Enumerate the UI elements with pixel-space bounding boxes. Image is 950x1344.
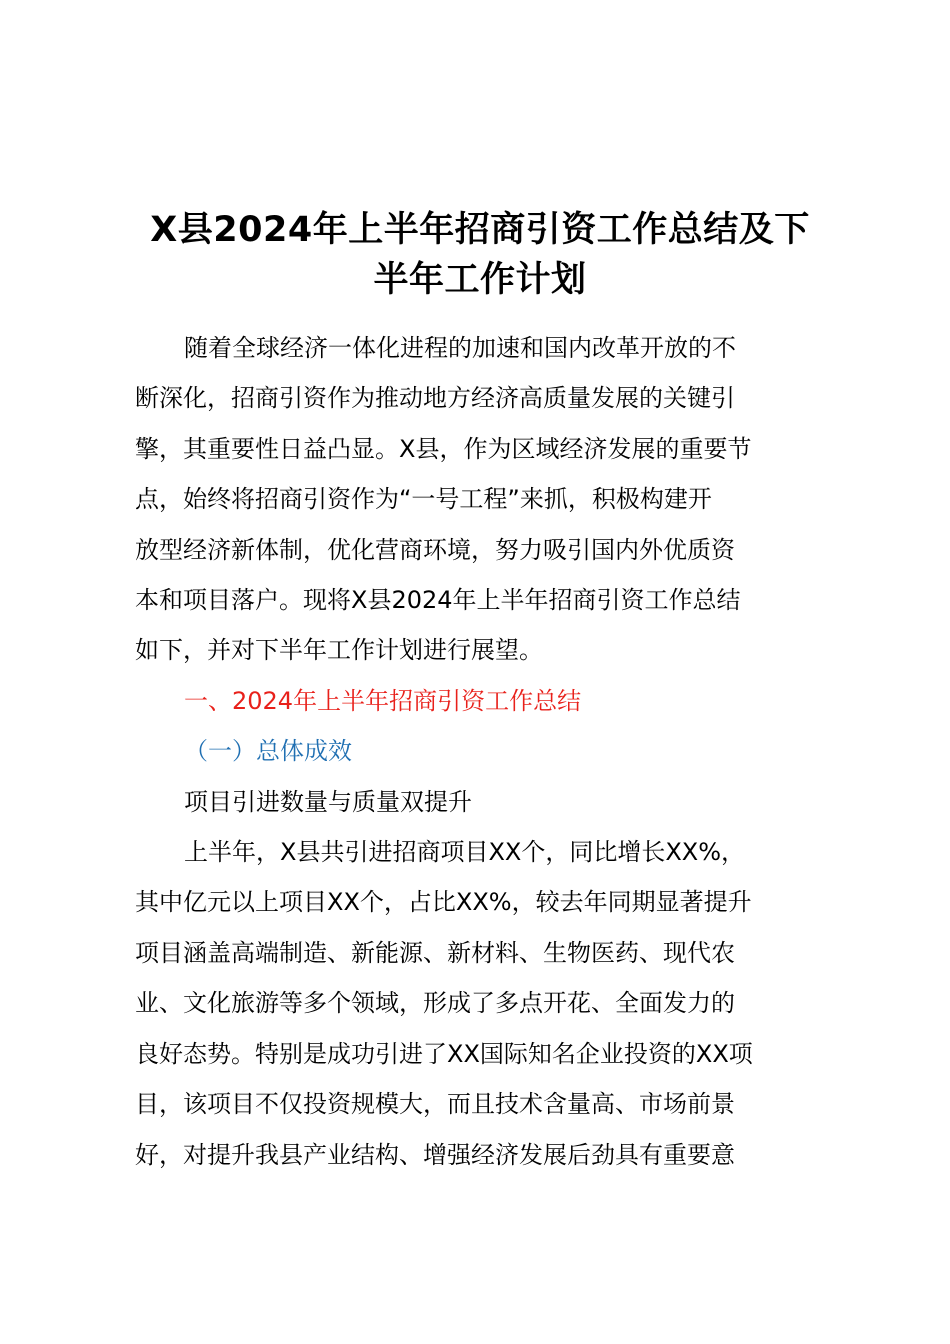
body-line: 业、文化旅游等多个领域，形成了多点开花、全面发力的 xyxy=(135,989,735,1018)
intro-paragraph xyxy=(135,323,825,676)
body-line: 好，对提升我县产业结构、增强经济发展后劲具有重要意 xyxy=(135,1140,735,1169)
intro-line: 本和项目落户。现将X县2024年上半年招商引资工作总结 xyxy=(135,586,741,615)
body-line: 其中亿元以上项目XX个，占比XX%，较去年同期显著提升 xyxy=(135,888,752,917)
intro-line: 放型经济新体制，优化营商环境，努力吸引国内外优质资 xyxy=(135,535,735,564)
body-paragraph xyxy=(135,827,825,1180)
document-body xyxy=(135,323,825,1180)
document-title xyxy=(135,205,825,305)
subheading xyxy=(135,777,825,827)
body-line: 目，该项目不仅投资规模大，而且技术含量高、市场前景 xyxy=(135,1090,735,1119)
intro-line: 擎，其重要性日益凸显。X县，作为区域经济发展的重要节 xyxy=(135,434,752,463)
section-heading-1-text: 一、2024年上半年招商引资工作总结 xyxy=(184,686,582,715)
body-line: 项目涵盖高端制造、新能源、新材料、生物医药、现代农 xyxy=(135,938,735,967)
section-heading-2 xyxy=(135,726,825,776)
title-line-1: X县2024年上半年招商引资工作总结及下 xyxy=(150,210,810,250)
title-line-2: 半年工作计划 xyxy=(373,260,587,300)
intro-line: 点，始终将招商引资作为“一号工程”来抓，积极构建开 xyxy=(135,485,712,514)
body-line: 良好态势。特别是成功引进了XX国际知名企业投资的XX项 xyxy=(135,1039,753,1068)
subheading-text: 项目引进数量与质量双提升 xyxy=(184,787,472,816)
intro-line: 断深化，招商引资作为推动地方经济高质量发展的关键引 xyxy=(135,384,735,413)
document-page xyxy=(135,205,825,1180)
intro-line: 如下，并对下半年工作计划进行展望。 xyxy=(135,636,543,665)
intro-line: 随着全球经济一体化进程的加速和国内改革开放的不 xyxy=(184,334,736,362)
body-line: 上半年，X县共引进招商项目XX个，同比增长XX%， xyxy=(184,838,746,867)
section-heading-2-text: （一）总体成效 xyxy=(184,737,352,766)
section-heading-1 xyxy=(135,676,825,726)
